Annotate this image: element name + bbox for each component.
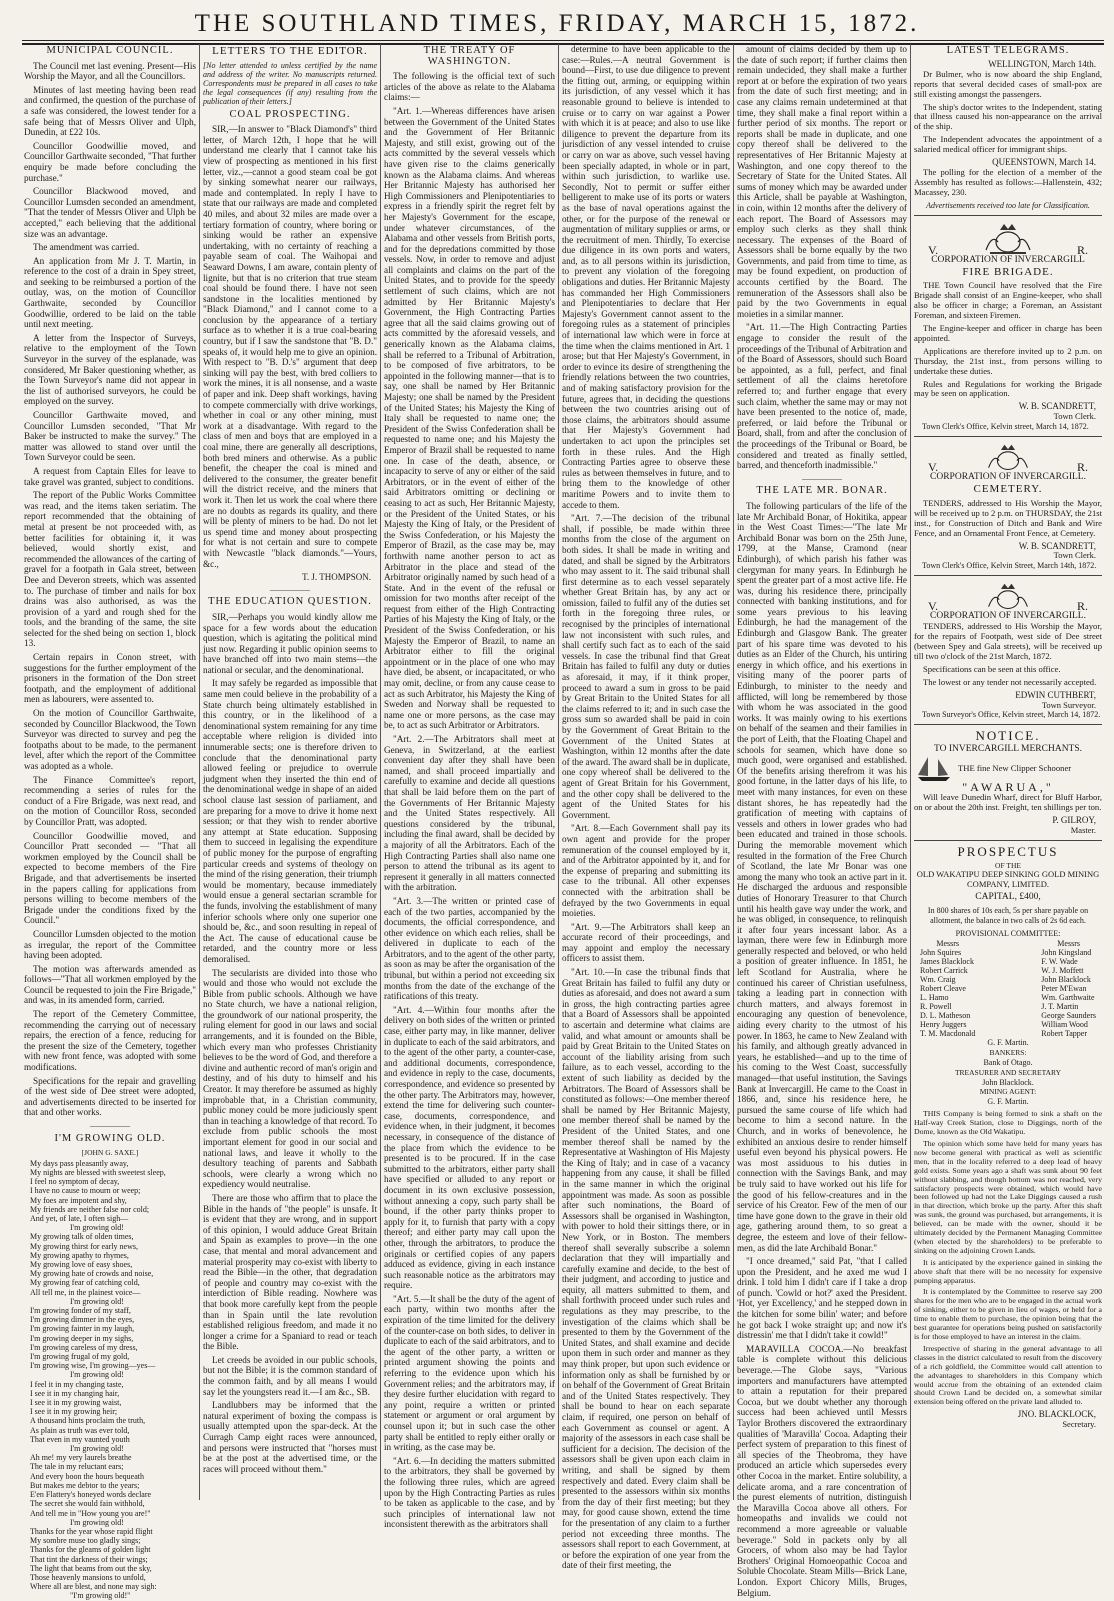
paragraph: The report of the Public Works Committee was read, and the items taken seriatim. The report recommended that the obtaining of metal at present be not proceeded with, as better facilities for obtaining it, it was believed, would shortly exist, and recommended the allowances of the carting of gravel for a footpath in Gala street, between Dee and Deveron streets, which was assented to. The purchase of timber and nails for box drains was also authorised, as was the provision of a yard and rough shed for the tools, and the branding of the same, the site selected for the shed being on section 1, block 13. <box>24 490 196 649</box>
committee-member: L. Hamo <box>920 992 949 1002</box>
letter-signature: T. J. THOMPSON. <box>302 572 371 583</box>
poem-line: I see it in my growing heir; <box>30 1407 118 1417</box>
poem-line: I'm growing deeper in my sighs, <box>30 1333 134 1343</box>
ad-signature-title: Town Clerk. <box>1053 550 1096 561</box>
committee-member: Wm. Craig <box>920 974 956 984</box>
bankers: Bank of Otago. <box>983 1057 1033 1067</box>
poem-line: The tale in my reluctant ears; <box>30 1462 124 1472</box>
paragraph: The opinion which some have held for many years has now become general with practical as well as scientific men, that in the locality referred to a deep lead of heavy gold exists. Some years ago a shaft was sunk about 90 feet without slabbing, and though bottom was not reached, very satisfactory prospects were obtained, which would have been followed up had not the Lake Diggings caused a rush in that direction, which broke up the party. After this shaft was sunk, the ground was purchased, but arrangements, it is believed, can be made with the owner, should it be ultimately decided by the Permanent Managing Committee (when elected by the shareholders) to be preferable to sinking on the adjoining Crown Lands. <box>914 1138 1102 1255</box>
poem-line: Ah me! my very laurels breathe <box>30 1453 132 1463</box>
prospectus-signature: JNO. BLACKLOCK, <box>1017 1409 1096 1420</box>
article-heading: THE TREATY OF WASHINGTON. <box>423 45 516 67</box>
poem-line: And yet, of late, I often sigh— <box>30 1214 129 1223</box>
poem-line: Where all are blest, and none may sigh: <box>30 1582 157 1592</box>
column-advertisements <box>914 44 1102 1502</box>
notice-signature: P. GILROY, <box>1052 814 1096 825</box>
ad-corporation: CORPORATION OF INVERCARGILL. <box>930 611 1086 622</box>
paragraph: "Art. 7.—The decision of the tribunal shall, if possible, be made within three months from the close of the argument on both sides. It shall be made in writing and dated, and shall be signed by the Arbitrators who may assent to it. The said tribunal shall first determine as to each vessel separately whether Great Britain has, by any act or omission, failed to fulfil any of the duties set forth in the foregoing three rules, or recognised by the principles of international law not inconsistent with such rules, and shall certify such fact as to each of the said vessels. In case the tribunal find that Great Britain has failed to fulfil any duty or duties as aforesaid, it may, if it think proper, proceed to award a sum in gross to be paid by Great Britain to the United States for all the claims referred to it; and in such case the gross sum so awarded shall be paid in coin by the Government of Great Britain to the Government of the United States at Washington, within 12 months after the date of the award. The award shall be in duplicate, one copy whereof shall be delivered to the agent of Great Britain for his Government, and the other copy shall be delivered to the agent of the United States for his Government. <box>562 513 730 820</box>
paragraph: The amendment was carried. <box>33 242 140 253</box>
poem-line: And every boon the hours bequeath <box>30 1471 144 1481</box>
prospectus-committee-heading: PROVISIONAL COMMITTEE: <box>955 929 1061 938</box>
telegram: The ship's doctor writes to the Independent, stating that illness caused his non-appearance on the arrival of the ship. <box>914 101 1102 132</box>
notice-text: THE fine New Clipper Schooner <box>958 763 1072 774</box>
paragraph: SIR,—Perhaps you would kindly allow me space for a few words about the education question, which is agitating the political mind just now. Regarding it public opinion seems to have branched off into two main stems—the national or secular, and the denominational. <box>203 611 377 675</box>
paragraph: "Art. 4.—Within four months after the delivery on both sides of the written or printed case, either party may, in like manner, deliver in duplicate to each of the said arbitrators, and to the agent of the other party, a counter-case, and additional documents, correspondence, and evidence in reply to the case, documents, correspondence, and evidence so presented by the other party. The Arbitrators may, however, extend the time for delivering such counter-case, documents, correspondence, and evidence when, in their judgment, it becomes necessary, in consequence of the distance of the place from which the evidence to be presented is to be procured. If in the case submitted to the arbitrators, either party shall have specified or alluded to any report or document in its own exclusive possession, without annexing a copy, such party shall be bound, if the other party thinks proper to apply for it, to furnish that party with a copy thereof; and either party may call upon the other, through the arbitrators, to produce the originals or certified copies of any papers adduced as evidence, giving in each instance such reasonable notice as the arbitrators may require. <box>384 1004 555 1291</box>
notice-title: NOTICE. <box>975 728 1041 744</box>
paragraph: Irrespective of sharing in the general advantage to all classes in the district calculated to result from the discovery of a rich goldfield, the Committee would call attention to the advantages to shareholders in this Company which would accrue from the obtaining of an extended claim should Crown Land be decided on, a somewhat similar extension being offered on the private land alluded to. <box>914 1343 1102 1407</box>
poem-line: And tell me in "How young you are!" <box>30 1508 151 1518</box>
paragraph: The following is the official text of such articles of the above as relate to the Alabama claims:— <box>384 71 555 103</box>
ad-fire-brigade <box>914 222 1102 438</box>
committee-list <box>914 939 1102 1038</box>
dateline: WELLINGTON, March 14th. <box>988 58 1096 69</box>
poem-line: I'm growing fainter in my laugh, <box>30 1324 135 1334</box>
paragraph: The motion was afterwards amended as follows—"That all workmen employed by the Council be requested to join the Fire Brigade," and was, in its amended form, carried. <box>24 963 196 1006</box>
cipher-v: V. <box>928 242 939 257</box>
telegram: The polling for the election of a member of the Assembly has resulted as follows:—Hallenstein, 432; Macassey, 230. <box>914 166 1102 197</box>
poem-line: My growing apathy to rhymes, <box>30 1250 129 1260</box>
ad-text: Rules and Regulations for working the Brigade may be seen on application. <box>914 378 1102 399</box>
poem-line: I'm growing old! <box>70 1223 124 1233</box>
paragraph: MARAVILLA COCOA.—No breakfast table is complete without this delicious beverage.—The Globe says, "Various importers and manufacturers have attempted to attain a reputation for their prepared Cocoa, but we doubt whether any thorough success had been achieved until Messrs Taylor Brothers discovered the extraordinary qualities of 'Maravilla' Cocoa. Adapting their perfect system of preparation to this finest of all species of the Theobroma, they have produced an article which supersedes every other Cocoa in the market. Entire solubility, a delicate aroma, and a rare concentration of the purest elements of nutrition, distinguish the Maravilla Cocoa above all others. For homeopaths and invalids we could not recommend a more agreeable or valuable beverage." Sold in packets only by all Grocers, of whom also may be had Taylor Brothers' Original Homoeopathic Cocoa and Soluble Chocolate. Steam Mills—Brick Lane, London. Export Chicory Mills, Bruges, Belgium. <box>737 1343 907 1598</box>
article-body <box>737 44 907 471</box>
paragraph: "Art. 9.—The Arbitrators shall keep an accurate record of their proceedings, and may appoint and employ the necessary officers to assist them. <box>562 921 730 964</box>
ad-title: FIRE BRIGADE. <box>962 265 1054 278</box>
poem-line: I'm growing frugal of my gold, <box>30 1352 130 1362</box>
committee-member: Robert Cleave <box>920 983 966 993</box>
poem-line: As plain as truth was ever told, <box>30 1425 130 1435</box>
poem-line: I see it in my growing waist, <box>30 1398 122 1408</box>
paragraph: A request from Captain Elles for leave to take gravel was granted, subject to conditions. <box>24 465 196 487</box>
paragraph: There are those who affirm that to place the Bible in the hands of "the people" is unsafe. It is evident that they are wrong, and in support of this opinion, I would adduce Great Britain and Spain as examples to prove—in the one case, that mental and moral advancement and material prosperity may co-exist with liberty to read the Bible—in the other, that degradation of people and country may co-exist with the interdiction of Bible reading. Nowhere was that book more carefully kept from the people than in Spain until the late revolution established religious freedom, and made it no longer a crime for a Spaniard to read or teach the Bible. <box>203 1192 377 1352</box>
paragraph: THIS Company is being formed to sink a shaft on the Half-way Creek Station, close to Diggings, north of the Dome, known as the Old Wakatipu. <box>914 1109 1102 1137</box>
paragraph: "I once dreamed," said Pat, "that I called upon the President, and he axed me wud I drink. I told him I didn't care if I take a drop of punch. 'Cowld or hot?' axed the President. 'Hot, yer Excellency,' and he stepped down in the kitchen for some bilin' water; and before he got back I woke straight up; and now it's distressin' me that I didn't take it cowld!" <box>737 1256 907 1341</box>
column-bonar <box>737 44 907 1598</box>
ad-signature: W. B. SCANDRETT, <box>1018 540 1096 551</box>
poem-line: My friends are neither false nor cold; <box>30 1204 150 1214</box>
ad-signature-title: Town Surveyor. <box>1041 699 1096 710</box>
ad-office: Town Clerk's Office, Kelvin street, March 14, 1872. <box>922 422 1089 432</box>
paragraph: "Art. 2.—The Arbitrators shall meet at Geneva, in Switzerland, at the earliest convenient day after they shall have been named, and shall proceed impartially and carefully to examine and decide all questions that shall be laid before them on the part of the Governments of Her Britannic Majesty and the United States respectively. All questions considered by the tribunal, including the final award, shall be decided by a majority of all the Arbitrators. Each of the High Contracting Parties shall also name one person to attend the tribunal as its agent to represent it generally in all matters connected with the arbitration. <box>384 734 555 893</box>
column-treaty-continued <box>562 44 730 1571</box>
column-divider <box>733 44 734 1500</box>
committee-member: Wm. Garthwaite <box>1041 992 1095 1002</box>
paragraph: Landlubbers may be informed that the natural experiment of boxing the compass is usually attempted upon the spar-deck. At the Curragh Camp eight races were announced, and persons were instructed that "horses must be at the post at the advertised time, or the races will proceed without them." <box>203 1400 377 1474</box>
bankers-heading: BANKERS: <box>989 1047 1027 1057</box>
notice-ship-name: "AWARUA," <box>962 780 1054 795</box>
poem-line: My foes are impotent and shy, <box>30 1195 127 1205</box>
notice-ship-row <box>914 755 1102 783</box>
poem-line: All tell me, in the plainest voice— <box>30 1287 141 1297</box>
poem-line: The secret she would fain withhold, <box>30 1499 145 1509</box>
poem-line: My growing hate of crowds and noise, <box>30 1269 154 1279</box>
telegrams-heading: LATEST TELEGRAMS. <box>946 45 1070 56</box>
royal-cipher <box>914 443 1102 473</box>
column-letters <box>203 44 377 1502</box>
cipher-r: R. <box>1076 242 1088 257</box>
committee-member: Henry Juggers <box>920 1019 967 1029</box>
committee-member: George Saunders <box>1041 1010 1096 1020</box>
paragraph: Councillor Lumsden objected to the motion as irregular, the report of the Committee having been adopted. <box>24 928 196 961</box>
column-divider <box>558 44 559 1500</box>
ad-text: Applications are therefore invited up to 2 p.m. on Thursday, the 21st inst., from persons willing to undertake these duties. <box>914 345 1102 376</box>
committee-member: James Blacklock <box>920 956 974 966</box>
poem-line: The light that beams from out the sky, <box>30 1563 152 1573</box>
committee-member: Robert Carrick <box>920 965 968 975</box>
letter-body <box>203 124 377 569</box>
committee-member: D. L. Matheson <box>920 1010 971 1020</box>
poem-line: That tint the darkness of their wings; <box>30 1554 148 1564</box>
article-heading: MUNICIPAL COUNCIL. <box>46 45 174 56</box>
ad-text: The lowest or any tender not necessarily accepted. <box>923 676 1097 687</box>
mining-agent-heading: MINING AGENT: <box>979 1087 1037 1097</box>
poem-line: Thanks for the gleams of golden light <box>30 1545 151 1555</box>
paragraph: Specifications for the repair and gravelling of the west side of Dee street were adopted, and advertisements directed to be inserted for that and other works. <box>24 1075 196 1118</box>
late-notice: Advertisements received too late for Classification. <box>914 201 1102 216</box>
notice-text: Will leave Dunedin Wharf, direct for Bluff Harbor, on or about the 20th inst. Freight, ten shillings per ton. <box>914 792 1102 812</box>
poem-line: Thanks for the year whose rapid flight <box>30 1526 153 1536</box>
committee-head: Messrs <box>936 938 960 948</box>
ad-signature: W. B. SCANDRETT, <box>1018 401 1096 412</box>
telegram: The Independent advocates the appointment of a salaried medical officer for immigrant ships. <box>914 134 1102 155</box>
paragraph: It is contemplated by the Committee to reserve say 200 shares for the men who are to be engaged in the actual work of sinking, either to be given in lieu of wages, or held for a time to enable them to purchase, the opinion being that the best guarantee for operations being pushed on satisfactorily is for those employed to have an interest in the claim. <box>914 1287 1102 1341</box>
paragraph: Councillor Goodwillie moved, and Councillor Pratt seconded — "That all workmen employed by the Council shall be expected to become members of the Fire Brigade, and that advertisements be inserted in the papers calling for applications from persons willing to become members of the Brigade under the conditions fixed by the Council." <box>24 830 196 926</box>
paragraph: Councillor Blackwood moved, and Councillor Lumsden seconded an amendment, "That the tender of Messrs Oliver and Ulph be accepted," each believing that the additional size was an advantage. <box>24 186 196 239</box>
committee-right <box>1041 939 1096 1038</box>
committee-member: T. M. Macdonald <box>920 1028 976 1038</box>
ad-office: Town Clerk's Office, Kelvin Street, March 14th, 1872. <box>922 561 1097 571</box>
paragraph: On the motion of Councillor Garthwaite, seconded by Councillor Blackwood, the Town Surveyor was directed to survey and peg the footpaths about to be made, to the permanent level, after which the report of the Committee was adopted as a whole. <box>24 708 196 771</box>
paragraph: "Art. 5.—It shall be the duty of the agent of each party, within two months after the expiration of the time limited for the delivery of the counter-case on both sides, to deliver in duplicate to each of the said arbitrators, and to the agent of the other party, a written or printed argument showing the points and referring to the evidence upon which his Government relies; and the arbitrators may, if they desire further elucidation with regard to any point, require a written or printed statement or argument or oral argument by counsel upon it; but in such case the other party shall be entitled to reply either orally or in writing, as the case may be. <box>384 1293 555 1453</box>
committee-member: Peter M'Ewan <box>1041 983 1087 993</box>
ad-signature-title: Town Clerk. <box>1053 411 1096 422</box>
editor-note: [No letter attended to unless certified by the name and address of the writer. No manuscripts returned. Correspondents must be prepared in all cases to take the legal consequences (if any) resulting from the publication of their letters.] <box>203 60 377 106</box>
article-body <box>384 71 555 1530</box>
masthead-title: THE SOUTHLAND TIMES, FRIDAY, MARCH 15, 1872. <box>194 10 920 37</box>
cipher-v: V. <box>928 460 939 475</box>
telegram: Dr Bulmer, who is now aboard the ship England, reports that several decided cases of small-pox are still existing amongst the passengers. <box>914 68 1102 99</box>
paragraph: It may safely be regarded as impossible that same men could believe in the probability of a State church being ultimately established in this country, or in the likelihood of a denominational system remaining for any time acceptable where religion is divided into innumerable sects; one is therefore driven to conclude that the denominational party allowed feeling or prejudice to overrule judgment when they inserted the thin end of the denominational wedge in shape of an aided school clause last session of parliament, and are preparing for a move to drive it home next session; or that they wish to render abortive any attempt at State education. Supposing them to succeed in legalising the expenditure of public money for the purpose of engrafting particular creeds and systems of theology on the mind of the rising generation, their triumph would be momentary, because immediately would ensue a general sectarian scramble for the funds, involving the establishment of many inferior schools where only one superior one should be, &c., and soon resulting in repeal of the Act. The cause of educational cause be retarded, and the country more or less demoralised. <box>203 678 377 964</box>
committee-member: William Wood <box>1041 1019 1088 1029</box>
poem-line: "I'm growing old!" <box>70 1591 131 1601</box>
separator: ————— <box>270 584 310 594</box>
paragraph: The Finance Committee's report, recommending a series of rules for the conduct of a Fire Brigade, was next read, and on the motion of Councillor Ross, seconded by Councillor Pratt, was adopted. <box>24 774 196 827</box>
ad-text: TENDERS, addressed to His Worship the Mayor, for the repairs of Footpath, west side of Dee street (between Spey and Gala streets), will be received up till two o'clock of the 21st March, 1872. <box>914 621 1102 661</box>
ad-text: THE Town Council have resolved that the Fire Brigade shall consist of an Engine-keeper, who shall also be officer in charge; a Foreman, an Assistant Foreman, and sixteen Firemen. <box>914 280 1102 321</box>
paragraph: Let creeds be avoided in our public schools, but not the Bible; it is the common standard of the common faith, and by all means I would say let the youngsters read it.—I am &c., SB. <box>203 1354 377 1397</box>
separator: ————— <box>90 1121 130 1130</box>
poem-line: My days pass pleasantly away, <box>30 1158 129 1168</box>
column-divider <box>380 44 381 1500</box>
column-treaty <box>384 44 555 1530</box>
letter-heading: COAL PROSPECTING. <box>229 108 351 120</box>
prospectus-body <box>914 1110 1102 1407</box>
ad-cemetery <box>914 443 1102 576</box>
masthead-rule <box>22 40 1104 41</box>
prospectus-company: OLD WAKATIPU DEEP SINKING GOLD MINING COMPANY, LIMITED. <box>916 869 1100 890</box>
prospectus-signature-title: Secretary. <box>1062 1419 1096 1430</box>
cipher-r: R. <box>1076 599 1088 614</box>
treasurer: John Blacklock. <box>982 1077 1034 1087</box>
column-divider <box>199 44 200 1500</box>
notice-subtitle: TO INVERCARGILL MERCHANTS. <box>933 744 1083 755</box>
royal-crest-icon <box>983 582 1033 612</box>
dateline: QUEENSTOWN, March 14. <box>992 157 1096 168</box>
committee-member: John Blacklock <box>1041 974 1091 984</box>
committee-member: R. Powell <box>920 1001 952 1011</box>
poem-line: I'm growing old! <box>70 1296 124 1306</box>
committee-left <box>920 939 975 1038</box>
ad-signature: EDWIN CUTHBERT, <box>1015 689 1096 700</box>
paragraph: The report of the Cemetery Committee, recommending the carrying out of necessary repairs, the erection of a fence, reducing for the present the size of the Cemetery, together with new front fence, was adopted with some modifications. <box>24 1009 196 1073</box>
ad-notice-awarua <box>914 728 1102 840</box>
letter-body <box>203 612 377 1475</box>
ad-text: The Engine-keeper and officer in charge has been appointed. <box>914 323 1102 343</box>
poem-line: I'm growing old! <box>70 1444 124 1454</box>
paragraph: The following particulars of the life of the late Mr Archibald Bonar, of Hokitika, appear in the West Coast Times:—"The late Mr Archibald Bonar was born on the 25th June, 1799, at the Manse, Cramond (near Edinburgh), of which parish his father was clergyman for many years. In Edinburgh he spent the greater part of a most active life. He was, during his residence there, principally connected with banking institutions, and for some years previous to his leaving Edinburgh, he had the management of the Edinburgh and Glasgow Bank. The greater part of his spare time was devoted to his duties as an Elder of the Church, his untiring energy in which office, and his exertions in visiting many of the poorer parts of Edinburgh, to minister to the needy and afflicted, will long be remembered by those with whom he was associated in the good works. It was mainly owing to his exertions on behalf of the seamen and their families in the port of Leith, that the Floating Chapel and schools for seamen, which have done so much good, were organised and established. Of the benefits arising therefrom it was his good fortune, in the latter days of his life, to meet with many instances, for even on these distant shores, he has repeatedly had the gratification of meeting with captains of vessels and others in lower grades who had been educated and trained in those schools. During the memorable movement which resulted in the formation of the Free Church of Scotland, the late Mr Bonar was one among the many who took an active part in it. He discharged the arduous and responsible duties of Honorary Treasurer to that Church until his health gave way under the work, and he was obliged, in consequence, to relinquish it after four years incessant labor. As a layman, there were few in Edinburgh more generally respected and beloved, or who held a position of greater influence. In 1851, he left Scotland for Australia, where he continued his career of Christian usefulness, taking a leading part in connection with church matters, and always foremost in encouraging any question of benevolence, aiding every charity to the utmost of his power. In 1863, he came to New Zealand with his family, and although greatly advanced in years, he established—and up to the time of his coming to the West Coast, successfully managed—that useful institution, the Savings Bank at Invercargill. He came to the Coast in 1866, and, since his residence here, he pursued the same course of life which had become to him a second nature. In the Church, and in works of benevolence, he exhibited an anxious desire to render himself useful even beyond his physical powers. He was most assiduous to his duties in connection with the Savings Bank, and may be truly said to have worked out his life for the good of his fellow-creatures and in the service of his Creator. Few of the men of our time have gone down to the grave in their old age, gathering around them, to so great a degree, the esteem and love of their fellow-men, as did the late Archibald Bonar." <box>737 500 907 1253</box>
committee-member: John Kingsland <box>1041 947 1092 957</box>
poem-line: My sombre muse too gladly sings; <box>30 1536 141 1546</box>
article-body <box>737 501 907 1598</box>
mining-agent: G. F. Martin. <box>987 1097 1029 1107</box>
poem-line: I feel no symptom of decay, <box>30 1177 120 1187</box>
paragraph: amount of claims decided by them up to the date of such report; if further claims then remain undecided, they shall make a further report at or before the expiration of two years from the date of such first meeting; and in case any claims remain undetermined at that time, they shall make a final report within a further period of six months. The report or reports shall be made in duplicate, and one copy thereof shall be delivered to the representatives of Her Britannic Majesty at Washington, and one copy thereof to the Secretary of State for the United States. All sums of money which may be awarded under this Article, shall be payable at Washington, in coin, within 12 months after the delivery of each report. The Board of Assessors may employ such clerks as they shall think necessary. The expenses of the Board of Assessors shall be borne equally by the two Governments, and paid from time to time, as may be found expedient, on production of accounts certified by the Board. The remuneration of the Assessors shall also be paid by the two Governments in equal moieties in a similar manner. <box>737 44 907 319</box>
poem-line: My growing thirst for early news, <box>30 1241 138 1251</box>
ad-office: Town Surveyor's Office, Kelvin street, March 14, 1872. <box>922 710 1101 720</box>
paragraph: "Art. 1.—Whereas differences have arisen between the Government of the United States and the Government of Her Britannic Majesty, and still exist, growing out of the acts committed by the several vessels which have given rise to the claims generically known as the Alabama claims. And whereas Her Britannic Majesty has authorised her High Commissioners and Plenipotentiaries to express in a friendly spirit the regret felt by her Majesty's Government for the escape, under whatever circumstances, of the Alabama and other vessels from British ports, and for the depredations committed by those vessels. Now, in order to remove and adjust all complaints and claims on the part of the United States, and to provide for the speedy settlement of such claims, which are not admitted by Her Britannic Majesty's Government, the High Contracting Parties agree that all the said claims growing out of acts committed by the aforesaid vessels, and generically known as the Alabama claims, shall be referred to a Tribunal of Arbitration, to be composed of five arbitrators, to be appointed in the following manner—that is to say, one shall be named by Her Britannic Majesty; one shall be named by the President of the United States; his Majesty the King of Italy shall be requested to name one; the President of the Swiss Confederation shall be requested to name one; and his Majesty the Emperor of Brazil shall be requested to name one. In case of the death, absence, or incapacity to serve of any or either of the said Arbitrators, or in the event of either of the said Arbitrators omitting or declining or ceasing to act as such, Her Britannic Majesty, or the President of the United States, or his Majesty the King of Italy, or the President of the Swiss Confederation, or his Majesty the Emperor of Brazil, as the case may be, may forthwith name another person to act as Arbitrator in the place and stead of the Arbitrator originally named by such head of a State. And in the event of the refusal or omission for two months after receipt of the request from either of the High Contracting Parties of his Majesty the King of Italy, or the President of the Swiss Confederation, or his Majesty the Emperor of Brazil, to name an Arbitrator either to fill the original appointment or in the place of one who may have died, be absent, or incapacitated, or who may omit, decline, or from any cause cease to act as such Arbitrator, his Majesty the King of Sweden and Norway shall be requested to name one or more persons, as the case may be, to act as such Arbitrator or Arbitrators. <box>384 105 555 731</box>
article-body <box>24 61 196 1118</box>
paragraph: Councillor Garthwaite moved, and Councillor Lumsden seconded, "That Mr Baker be instructed to make the survey." The matter was allowed to stand over until the Town Surveyor could be seen. <box>24 410 196 463</box>
letter-heading: THE EDUCATION QUESTION. <box>208 596 372 608</box>
cipher-v: V. <box>928 599 939 614</box>
royal-crest-icon <box>983 443 1033 473</box>
royal-cipher <box>914 582 1102 612</box>
poem-line: I'm growing old! <box>70 1517 124 1527</box>
paragraph: Certain repairs in Conon street, with suggestions for the further employment of the prisoners in the formation of the Don street footpath, and the employment of additional men as labourers, were assented to. <box>24 652 196 705</box>
prospectus-of: OF THE <box>995 860 1021 870</box>
separator: ————— <box>802 473 842 483</box>
poem-line: I feel it in my changing taste, <box>30 1379 124 1389</box>
prospectus-shares: In 800 shares of 10s each, 5s per share payable on allotment, the balance in two calls of 2s 6d each. <box>927 906 1089 926</box>
poem-line: I'm growing dimmer in the eyes, <box>30 1315 135 1325</box>
committee-member: W. J. Moffett <box>1041 965 1084 975</box>
ad-text: TENDERS, addressed to His Worship the Mayor, will be received up to 2 p.m. on THURSDAY, the 21st inst., for Construction of Ditch and Bank and Wire Fence, and an Ornamental Front Fence, at Cemetery. <box>914 497 1102 538</box>
paragraph: "Art. 3.—The written or printed case of each of the two parties, accompanied by the documents, the official correspondence, and other evidence on which each relies, shall be delivered in duplicate to each of the Arbitrators, and to the agent of the other party, as soon as may be after the organisation of the tribunal, but within a period not exceeding six months from the date of the exchange of the ratifications of this treaty. <box>384 895 555 1002</box>
poem-line: I'm growing old! <box>70 1370 124 1380</box>
paragraph: SIR,—In answer to "Black Diamond's" third letter, of March 12th, I hope that he will understand me clearly that I cannot take his view of prospecting as mentioned in his first letter, viz.,—cannot a good steam coal be got by sinking somewhat nearer our railways, made and contemplated. In reply I have to state that our railways are made and completed 40 miles, and about 32 miles are made over a tertiary formation of country, where boring or sinking would be rather an expensive undertaking, with no certainty of reaching a payable seam of coal. The Waihopai and Seaward Downs, I am aware, contain plenty of lignite, but that is no criterion that true steam coal should be found there. I have not seen sandstone in the localities mentioned by "Black Diamond," and I cannot come to a conclusion by the appearance of a tertiary surface as to whether it is a true coal-bearing country, but if I saw the sandstone that "B. D." speaks of, it would help me to give an opinion. With respect to "B. D.'s" argument that deep sinking will pay the best, with bred colliers to work the mines, it is all nonsense, and a waste of paper and ink. Deep shaft workings, having to compete commercially with drive workings, whether in coal or any other mining, must work at a disadvantage. With regard to the class of men and boys that are employed in a coal mine, there are generally all descriptions, both bred miners and otherwise. As a public benefit, the cheaper the coal is mined and delivered to the consumer, the greater benefit will the district receive, and the miners that work it. Then let us work the coal where there are no doubts as regards its quality, and there will be plenty of miners to be had. Do not let us spend time and money about prospecting for what is not certain and sure to compete with Newcastle "black diamonds."—Yours, &c., <box>203 124 377 569</box>
poem-line: I'm growing fonder of my staff, <box>30 1306 131 1316</box>
paragraph: The secularists are divided into those who would and those who would not exclude the Bible from public schools. Although we have no State church, we have a national religion, the groundwork of our national prosperity, the ruling element for good in our laws and social arrangements, and it is founded on the Bible, which every man who professes Christianity believes to be the word of God, and therefore a divine and authentic record of man's origin and destiny, and of his duty to himself and his Creator. It may therefore be assumed as highly improbable that, in a Christian community, public money could be more judiciously spent than in teaching a knowledge of that record. To exclude from public schools the most important element for good in our social and national laws, and leave it wholly to the desultory teaching of parents and Sabbath schools, were clearly a wrong which no expediency would neutralise. <box>203 967 377 1190</box>
notice-signature-title: Master. <box>1070 824 1096 835</box>
schooner-icon <box>914 755 954 783</box>
committee-member: J. T. Martin <box>1041 1001 1079 1011</box>
poem-line: My nights are blessed with sweetest sleep, <box>30 1167 166 1177</box>
cipher-r: R. <box>1076 460 1088 475</box>
poem-line: My growing talk of olden times, <box>30 1232 134 1242</box>
ad-text: Specifications can be seen at this office. <box>923 663 1061 674</box>
paragraph: "Art. 8.—Each Government shall pay its own agent and provide for the proper remuneration of the counsel employed by it, and of the Arbitrator appointed by it, and for the expense of preparing and submitting its case to the tribunal. All other expenses connected with the arbitration shall be defrayed by the two Governments in equal moieties. <box>562 823 730 919</box>
poem-heading: I'M GROWING OLD. <box>54 1132 166 1144</box>
poem-line: Those heavenly mansions to unfold, <box>30 1572 146 1582</box>
poem-line: I'm growing wise, I'm growing—yes— <box>30 1361 156 1371</box>
committee-last: G. F. Martin. <box>987 1037 1029 1047</box>
poem-author: [JOHN G. SAXE.] <box>81 1148 139 1158</box>
ad-prospectus <box>914 843 1102 1430</box>
ad-corporation: CORPORATION OF INVERCARGILL. <box>930 472 1086 483</box>
poem-line: E'en Flattery's honeyed words declare <box>30 1490 152 1500</box>
paragraph: determine to have been applicable to the case:—Rules.—A neutral Government is bound—First, to use due diligence to prevent the fitting out, arming, or equipping within its jurisdiction, of any vessel which it has reasonable ground to believe is intended to cruise or to carry on war against a Power with which it is at peace; and also to use like diligence to prevent the departure from its jurisdiction of any vessel intended to cruise or carry on war as above, such vessel having been specially adapted, in whole or in part, within such jurisdiction, to warlike use. Secondly, Not to permit or suffer either belligerent to make use of its ports or waters as the base of naval operations against the other, or for the purpose of the renewal or augmentation of military supplies or arms, or the recruitment of men. Thirdly, To exercise due diligence in its own ports and waters, and, as to all persons within its jurisdiction, to prevent any violation of the foregoing obligations and duties. Her Britannic Majesty has commanded her High Commissioners and Plenipotentiaries to declare that Her Majesty's Government cannot assent to the foregoing rules as a statement of principles of international law which were in force at the time when the claims mentioned in Art. 1 arose; but that Her Majesty's Government, in order to evince its desire of strengthening the friendly relations between the two countries, and of making satisfactory provision for the future, agrees that, in deciding the questions between the two countries arising out of those claims, the arbitrators should assume that Her Majesty's Government had undertaken to act upon the principles set forth in these rules. And the High Contracting Parties agree to observe these rules as between themselves in future, and to bring them to the knowledge of other maritime Powers and to invite them to accede to them. <box>562 44 730 510</box>
poem-line: My growing fear of catching cold, <box>30 1278 140 1288</box>
column-divider <box>910 44 911 1500</box>
paragraph: A letter from the Inspector of Surveys, relative to the employment of the Town Surveyor in the survey of the esplanade, was considered, Mr Baker questioning whether, as the Town Surveyor's name did not appear in the list of authorised surveyors, he could be employed on the survey. <box>24 332 196 407</box>
section-heading: LETTERS TO THE EDITOR. <box>212 45 368 57</box>
paragraph: An application from Mr J. T. Martin, in reference to the cost of a drain in Spey street, and seeking to be reimbursed a portion of the outlay, was, on the motion of Councillor Garthwaite, seconded by Councillor Goodwillie, ordered to be laid on the table until next meeting. <box>24 255 196 330</box>
prospectus-capital: CAPITAL, £400, <box>975 892 1041 903</box>
poem-line: A thousand hints proclaim the truth, <box>30 1416 146 1426</box>
ad-title: CEMETERY. <box>973 483 1043 495</box>
paragraph: Councillor Goodwillie moved, and Councillor Garthwaite seconded, "That further enquiry be made before concluding the purchase." <box>24 140 196 183</box>
committee-member: F. W. Wade <box>1041 956 1078 966</box>
ad-footpath <box>914 582 1102 725</box>
paragraph: "Art. 10.—In case the tribunal finds that Great Britain has failed to fulfil any duty or duties as aforesaid, and does not award a sum in gross, the high contracting parties agree that a Board of Assessors shall be appointed to ascertain and determine what claims are valid, and what amount or amounts shall be paid by Great Britain to the United States on account of the liability arising from such failure, as to each vessel, according to the extent of such liability as decided by the Arbitrators. The Board of Assessors shall be constituted as follows:—One member thereof shall be named by Her Britannic Majesty, one member thereof shall be named by the President of the United States, and one member thereof shall be named by the Representative at Washington of His Majesty the King of Italy; and in case of a vacancy happening from any cause, it shall be filled in the same manner in which the original appointment was made. As soon as possible after such nominations, the Board of Assessors shall be organised in Washington, with power to hold their sittings there, or in New York, or in Boston. The members thereof shall severally subscribe a solemn declaration that they will impartially and carefully examine and decide, to the best of their judgment, and according to justice and equity, all matters submitted to them, and shall forthwith proceed under such rules and regulations as they may prescribe, to the investigation of the claims which shall be presented to them by the Government of the United States, and shall examine and decide upon them in such order and manner as they may think proper, but upon such evidence or information only as shall be furnished by or on behalf of the Government of Great Britain and of the United States respectively. They shall be bound to hear on each separate claim, if required, one person on behalf of each Government as counsel or agent. A majority of the assessors in each case shall be sufficient for a decision. The decision of the assessors shall be given upon each claim in writing, and shall be signed by them respectively and dated. Every claim shall be presented to the assessors within six months from the day of their first meeting; but they may, for good cause shown, extend the time for the presentation of any claim to a further period not exceeding three months. The assessors shall report to each Government, at or before the expiration of one year from the date of their first meeting, the <box>562 967 730 1571</box>
paragraph: "Art. 6.—In deciding the matters submitted to the arbitrators, they shall be governed by the following three rules, which are agreed upon by the High Contracting Parties as rules to be taken as applicable to the case, and by such principles of international law not inconsistent therewith as the arbitrators shall <box>384 1455 555 1530</box>
paragraph: The Council met last evening. Present—His Worship the Mayor, and all the Councillors. <box>24 60 196 82</box>
article-heading: THE LATE MR. BONAR. <box>756 485 888 497</box>
poem-line: That even in my vaunted youth <box>30 1434 130 1444</box>
royal-crest-icon <box>980 222 1036 256</box>
poem-line: My growing love of easy shoes, <box>30 1260 133 1270</box>
poem-line: I have no cause to mourn or weep; <box>30 1186 141 1196</box>
poem-line: I'm growing careless of my dress, <box>30 1342 138 1352</box>
paragraph: It is anticipated by the experience gained in sinking the above shaft that there will be no necessity for expensive pumping apparatus. <box>914 1257 1102 1285</box>
poem-line: But makes me debtor to the years; <box>30 1480 140 1490</box>
royal-cipher <box>914 222 1102 256</box>
committee-member: John Squires <box>920 947 962 957</box>
treasurer-heading: TREASURER AND SECRETARY <box>954 1067 1062 1077</box>
column-municipal-council <box>24 44 196 1601</box>
paragraph: Minutes of last meeting having been read and confirmed, the question of the purchase of a safe was considered, the lowest tender for a safe being that of Messrs Oliver and Ulph, Dunedin, at £22 10s. <box>24 84 196 138</box>
committee-member: Robert Tapper <box>1041 1028 1087 1038</box>
poem-line: I see it in my changing hair, <box>30 1388 120 1398</box>
poem-body <box>24 1159 196 1601</box>
paragraph: "Art. 11.—The High Contracting Parties engage to consider the result of the proceedings of the Tribunal of Arbitration and of the Board of Assessors, should such Board be appointed, as a full, perfect, and final settlement of all the claims heretofore referred to; and further engage that every such claim, whether the same may or may not have been presented to the notice of, made, preferred, or laid before the Tribunal or Board, shall, from and after the conclusion of the proceedings of the Tribunal or Board, be considered and treated as finally settled, barred, and thenceforth inadmissible." <box>737 322 907 471</box>
ad-corporation: CORPORATION OF INVERCARGILL <box>931 254 1085 265</box>
committee-head: Messrs <box>1057 938 1080 948</box>
prospectus-title: PROSPECTUS <box>957 843 1059 859</box>
article-body <box>562 44 730 1571</box>
